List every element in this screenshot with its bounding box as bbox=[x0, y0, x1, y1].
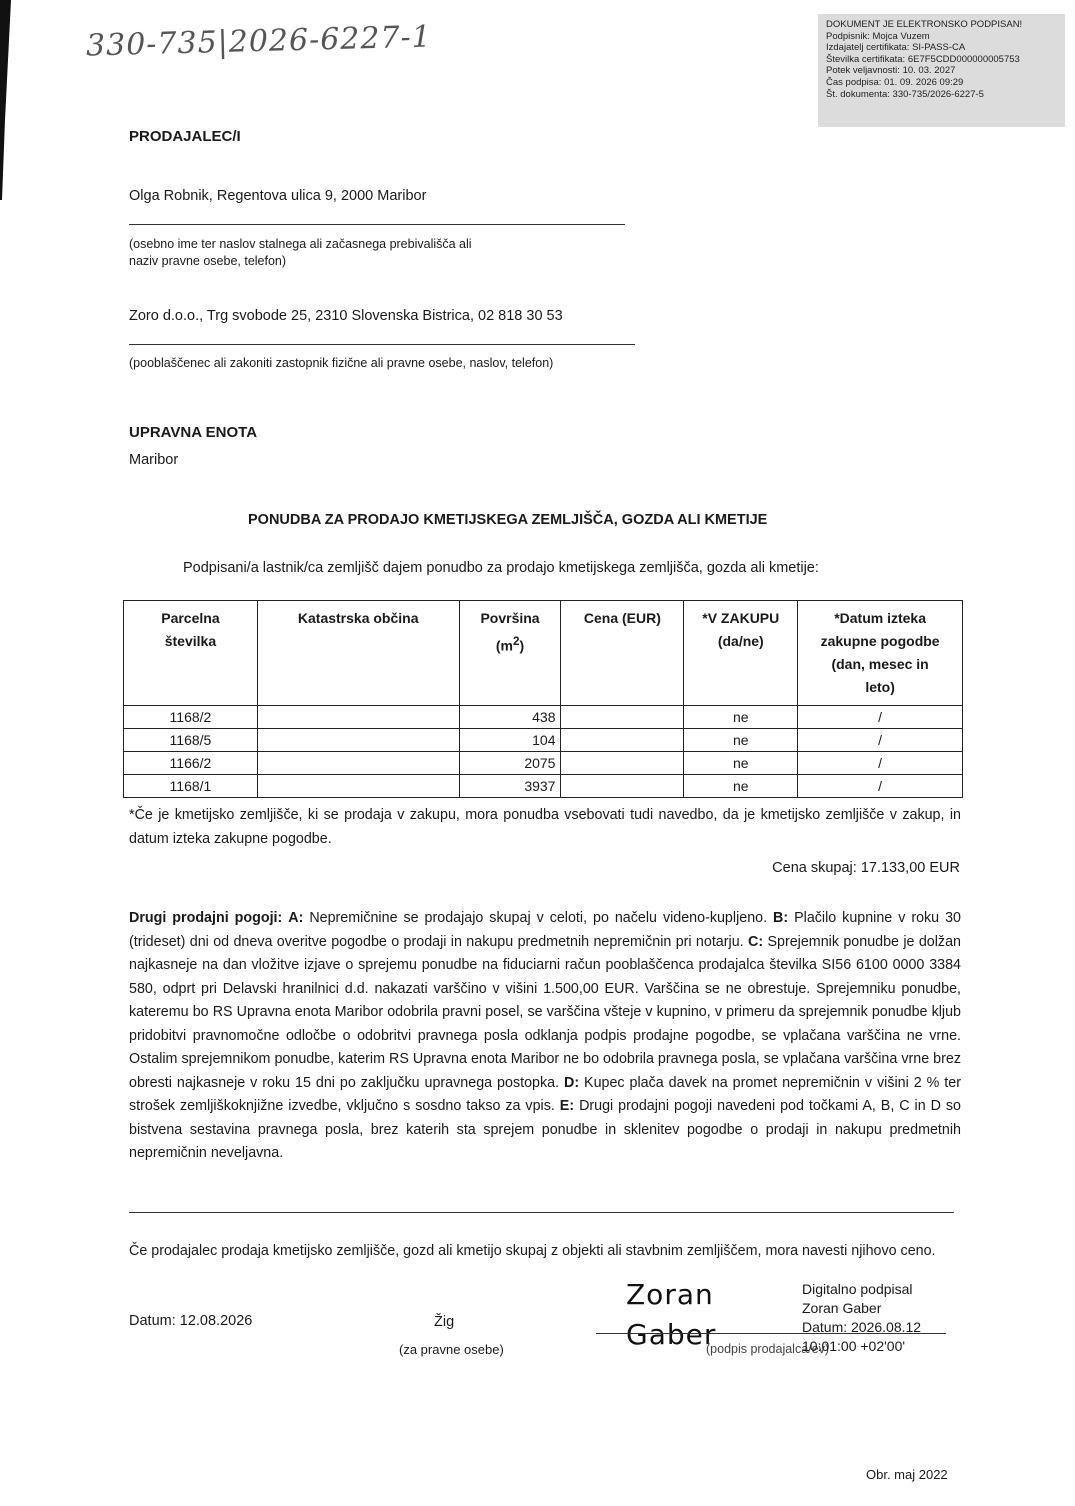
seller-name-address: Olga Robnik, Regentova ulica 9, 2000 Maribor bbox=[129, 188, 427, 204]
cell-expiry: / bbox=[798, 729, 963, 752]
cell-price bbox=[561, 775, 684, 798]
cell-price bbox=[561, 752, 684, 775]
col-header-expiry bbox=[798, 601, 963, 706]
table-row bbox=[124, 706, 963, 729]
stamp-line: Čas podpisa: 01. 09. 2026 09:29 bbox=[826, 76, 964, 88]
section-divider bbox=[129, 1212, 954, 1213]
header-text: Cena (EUR) bbox=[583, 610, 661, 626]
cell-parcel: 1168/2 bbox=[124, 706, 258, 729]
col-header-lease bbox=[684, 601, 798, 706]
intro-text: Podpisani/a lastnik/ca zemljišč dajem ponudbo za prodajo kmetijskega zemljišča, gozda ali kmetije: bbox=[183, 560, 819, 576]
stamp-line: Podpisnik: Mojca Vuzem bbox=[826, 30, 930, 42]
condition-e-text: Drugi prodajni pogoji navedeni pod točkami A, B, C in D so bistvena sestavina pravnega posla, brez katerih sta sprejem ponudbe in sklenitev pogodbe o prodaji in nakupu predmetnih nepremičnin neveljavna. bbox=[129, 1098, 961, 1161]
stamp-line: Potek veljavnosti: 10. 03. 2027 bbox=[826, 65, 956, 77]
cell-parcel: 1166/2 bbox=[124, 752, 258, 775]
seller-hint-line: (osebno ime ter naslov stalnega ali začasnega prebivališča ali bbox=[129, 237, 472, 251]
signature-info-line: Zoran Gaber bbox=[802, 1300, 882, 1316]
header-text: (da/ne) bbox=[717, 633, 764, 649]
condition-e-label: E: bbox=[559, 1098, 575, 1114]
signature-hint: (podpis prodajalca/ev) bbox=[706, 1342, 829, 1356]
agent-details: Zoro d.o.o., Trg svobode 25, 2310 Slovenska Bistrica, 02 818 30 53 bbox=[129, 308, 563, 324]
document-title: PONUDBA ZA PRODAJO KMETIJSKEGA ZEMLJIŠČA, GOZDA ALI KMETIJE bbox=[248, 512, 768, 528]
cell-lease: ne bbox=[684, 752, 798, 775]
total-price: Cena skupaj: 17.133,00 EUR bbox=[772, 860, 960, 876]
seal-label: Žig bbox=[434, 1314, 455, 1330]
offer-date: Datum: 12.08.2026 bbox=[129, 1313, 253, 1329]
cell-parcel: 1168/1 bbox=[124, 775, 258, 798]
seal-hint: (za pravne osebe) bbox=[399, 1342, 504, 1357]
scan-edge-mark bbox=[0, 0, 14, 200]
header-text: Katastrska občina bbox=[297, 610, 419, 626]
sale-conditions bbox=[129, 907, 961, 1166]
condition-b-text: Plačilo kupnine v roku 30 (trideset) dni od dneva overitve pogodbe o prodaji in nakupu predmetnih nepremičnin pri notarju. bbox=[129, 910, 961, 950]
cell-area: 3937 bbox=[459, 775, 561, 798]
condition-d-label: D: bbox=[564, 1074, 580, 1091]
stamp-line: Izdajatelj certifikata: SI-PASS-CA bbox=[826, 42, 966, 54]
agent-underline bbox=[129, 344, 635, 345]
header-text: Parcelna bbox=[161, 610, 220, 626]
office-name: Maribor bbox=[129, 452, 179, 468]
cell-expiry: / bbox=[798, 752, 963, 775]
cell-cadastral bbox=[257, 775, 459, 798]
cell-area: 104 bbox=[459, 729, 561, 752]
condition-d-text: Kupec plača davek na promet nepremičnin v višini 2 % ter strošek zemljiškoknjižne izvedbe, vključno s sosdno takso za vpis. bbox=[129, 1074, 961, 1114]
seller-underline bbox=[129, 224, 625, 225]
cell-lease: ne bbox=[684, 729, 798, 752]
header-text: številka bbox=[164, 633, 217, 649]
electronic-signature-stamp bbox=[818, 14, 1065, 127]
office-heading: UPRAVNA ENOTA bbox=[129, 424, 258, 441]
form-version: Obr. maj 2022 bbox=[866, 1467, 948, 1482]
cell-parcel: 1168/5 bbox=[124, 729, 258, 752]
header-text: *V ZAKUPU bbox=[702, 610, 780, 626]
header-text: zakupne pogodbe bbox=[820, 633, 940, 649]
table-row bbox=[124, 729, 963, 752]
col-header-parcel bbox=[124, 601, 258, 706]
seller-hint-line: naziv pravne osebe, telefon) bbox=[129, 254, 287, 268]
table-row bbox=[124, 752, 963, 775]
stamp-line: Številka certifikata: 6E7F5CDD000000005753 bbox=[826, 53, 1020, 65]
area-unit-sup: 2 bbox=[513, 635, 520, 648]
area-unit-close: ) bbox=[519, 637, 525, 654]
cell-price bbox=[561, 729, 684, 752]
table-row bbox=[124, 775, 963, 798]
cell-lease: ne bbox=[684, 775, 798, 798]
table-header-row bbox=[124, 601, 963, 706]
cell-expiry: / bbox=[798, 706, 963, 729]
condition-c-label: C: bbox=[748, 933, 764, 950]
header-text: Površina bbox=[480, 610, 540, 626]
signature-name-line1: Zoran bbox=[626, 1278, 714, 1311]
area-unit: (m bbox=[495, 637, 513, 654]
col-header-price bbox=[561, 601, 684, 706]
stamp-line: DOKUMENT JE ELEKTRONSKO PODPISAN! bbox=[826, 19, 1023, 30]
signature-info-line: Datum: 2026.08.12 bbox=[802, 1319, 922, 1335]
seller-hint bbox=[129, 236, 472, 270]
condition-a-label: A: bbox=[288, 910, 304, 926]
condition-b-label: B: bbox=[773, 910, 789, 926]
agent-hint: (pooblaščenec ali zakoniti zastopnik fizične ali pravne osebe, naslov, telefon) bbox=[129, 356, 554, 370]
header-text: *Datum izteka bbox=[834, 610, 926, 626]
parcel-table bbox=[123, 600, 963, 798]
cell-cadastral bbox=[257, 706, 459, 729]
signature-info-line: Digitalno podpisal bbox=[802, 1281, 913, 1297]
digital-signature-info bbox=[802, 1280, 921, 1356]
cell-cadastral bbox=[257, 752, 459, 775]
stamp-line: Št. dokumenta: 330-735/2026-6227-5 bbox=[826, 88, 984, 100]
cell-area: 438 bbox=[459, 706, 561, 729]
signature-info-line: 10:01:00 +02'00' bbox=[802, 1338, 906, 1354]
header-text: leto) bbox=[865, 679, 895, 695]
header-text bbox=[464, 630, 557, 658]
condition-c-text: Sprejemnik ponudbe je dolžan najkasneje na dan vložitve izjave o sprejemu ponudbe na fiduciarni račun pooblaščenca prodajalca številka SI56 6100 0000 3384 580, odprt pri Delavski hranilnici d.d. nakazati varščino v višini 1.500,00 EUR. Varščina se ne obrestuje. Sprejemniku ponudbe, kateremu bo RS Upravna enota Maribor odobrila pravni posel, se varščina všteje v kupnino, v primeru da sprejemnik ponudbe kljub pridobitvi pravnomočne odločbe o odobritvi pravnega posla odklanja podpis prodajne pogodbe, se vplačana varščina ne vrne. Ostalim sprejemnikom ponudbe, katerim RS Upravna enota Maribor ne bo odobrila pravnega posla, se vplačana varščina vrne brez obresti najkasneje v roku 15 dni po zaključku upravnega postopka. bbox=[129, 933, 961, 1091]
col-header-cadastral bbox=[257, 601, 459, 706]
cell-area: 2075 bbox=[459, 752, 561, 775]
objects-note: Če prodajalec prodaja kmetijsko zemljišče, gozd ali kmetijo skupaj z objekti ali stavbnim zemljiščem, mora navesti njihovo ceno. bbox=[129, 1243, 936, 1259]
conditions-label: Drugi prodajni pogoji: bbox=[129, 910, 283, 926]
cell-lease: ne bbox=[684, 706, 798, 729]
cell-price bbox=[561, 706, 684, 729]
col-header-area bbox=[459, 601, 561, 706]
lease-footnote: *Če je kmetijsko zemljišče, ki se prodaja v zakupu, mora ponudba vsebovati tudi navedbo, da je kmetijsko zemljišče v zakup, in datum izteka zakupne pogodbe. bbox=[129, 807, 961, 847]
signature-name-line2: Gaber bbox=[626, 1318, 717, 1351]
handwritten-reference: 330-735|2026-6227-1 bbox=[85, 19, 433, 64]
condition-a-text: Nepremičnine se prodajajo skupaj v celoti, po načelu videno-kupljeno. bbox=[309, 910, 768, 926]
header-text: (dan, mesec in bbox=[831, 656, 929, 672]
seller-heading: PRODAJALEC/I bbox=[129, 128, 241, 145]
cell-expiry: / bbox=[798, 775, 963, 798]
cell-cadastral bbox=[257, 729, 459, 752]
